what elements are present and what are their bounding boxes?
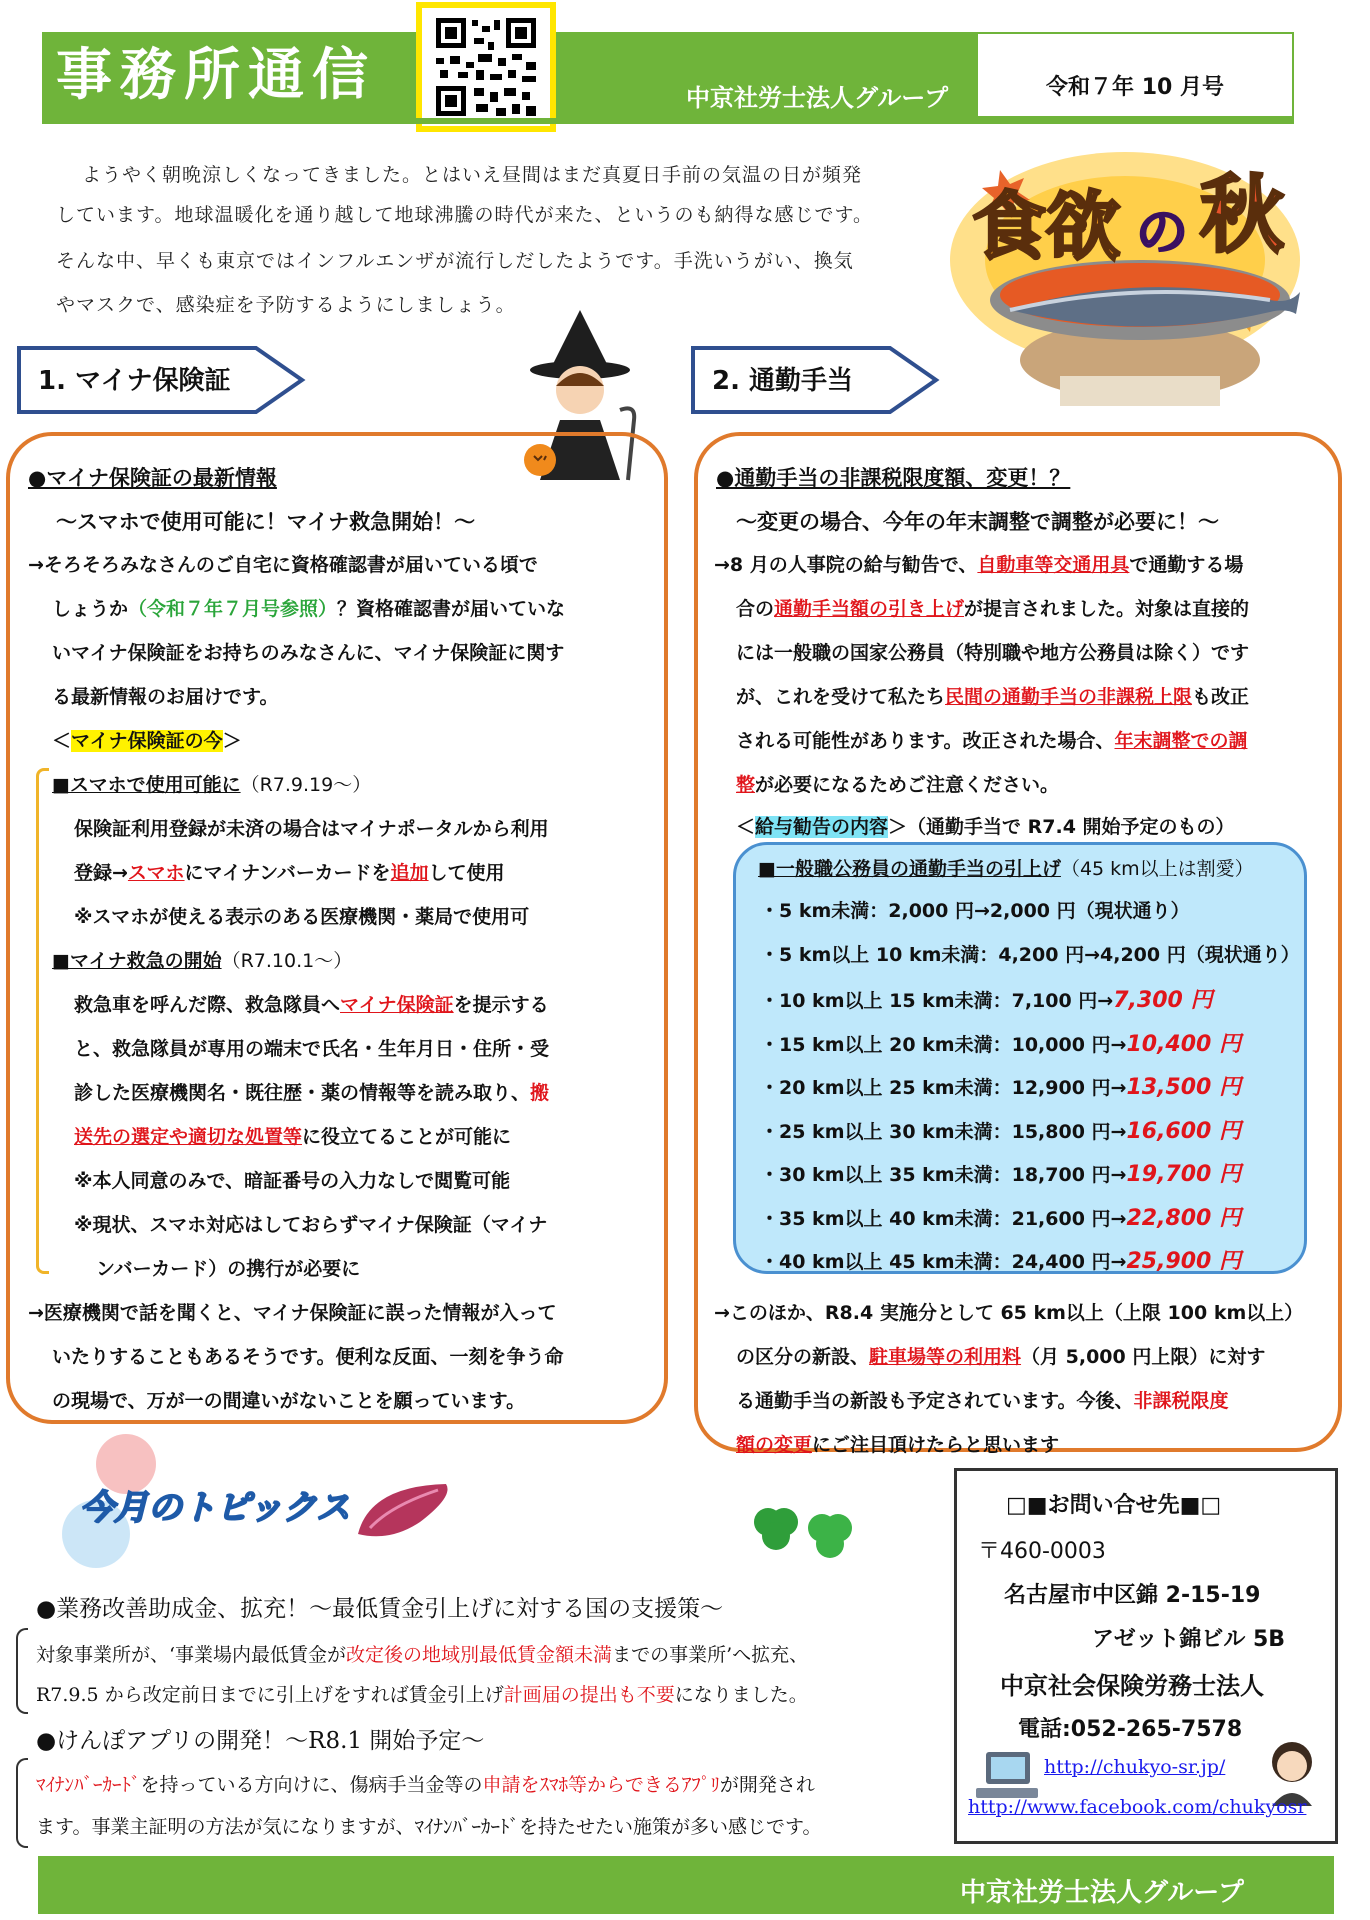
s1-text: いたりすることもあるそうです。便利な反面、一刻を争う命 (52, 1346, 564, 1368)
s1-text: 送先の選定や適切な処置等に役立てることが可能に (74, 1126, 512, 1148)
intro-line: ようやく朝晩涼しくなってきました。とはいえ昼間はまだ真夏日手前の気温の日が頻発 (82, 164, 863, 186)
s1-now-label: ＜マイナ保険証の今＞ (52, 730, 242, 752)
now-bracket (36, 768, 49, 1274)
s2-text: →8 月の人事院の給与勧告で、自動車等交通用具で通勤する場 (714, 554, 1244, 576)
s1-text: と、救急隊員が専用の端末で氏名・生年月日・住所・受 (74, 1038, 550, 1060)
section2-subheading: ～変更の場合、今年の年末調整で調整が必要に！～ (736, 510, 1219, 534)
allowance-row: ・25 km以上 30 km未満：15,800 円→16,600 円 (760, 1118, 1242, 1144)
section1-subheading: ～スマホで使用可能に！マイナ救急開始！～ (56, 510, 476, 534)
s2-text: 合の通勤手当額の引き上げが提言されました。対象は直接的 (736, 598, 1250, 620)
s2-text: が、これを受けて私たち民間の通勤手当の非課税上限も改正 (736, 686, 1250, 708)
topic1-text: R7.9.5 から改定前日までに引上げをすれば賃金引上げ計画届の提出も不要になりました。 (36, 1684, 808, 1706)
sweet-potato-icon (350, 1476, 460, 1546)
intro-line: やマスクで、感染症を予防するようにしましょう。 (56, 294, 516, 316)
s1-text: る最新情報のお届けです。 (52, 686, 279, 708)
allowance-row: ・10 km以上 15 km未満：7,100 円→7,300 円 (760, 988, 1213, 1013)
newsletter-title: 事務所通信 (56, 43, 376, 108)
s1-text: →そろそろみなさんのご自宅に資格確認書が届いている頃で (28, 554, 538, 576)
s1-text: 救急車を呼んだ際、救急隊員へマイナ保険証を提示する (74, 994, 549, 1016)
s2-recommendation-label: ＜給与勧告の内容＞（通勤手当で R7.4 開始予定のもの） (736, 816, 1235, 838)
s2-text: る通勤手当の新設も予定されています。今後、非課税限度 (736, 1390, 1229, 1412)
contact-address-1: 名古屋市中区錦 2-15-19 (1004, 1583, 1261, 1608)
s2-text: 整が必要になるためご注意ください。 (736, 774, 1060, 796)
allowance-row: ・35 km以上 40 km未満：21,600 円→22,800 円 (760, 1205, 1242, 1231)
qr-code-icon[interactable] (416, 2, 556, 132)
s2-text: 額の変更にご注目頂けたらと思います (736, 1434, 1060, 1456)
s1-text: 登録→スマホにマイナンバーカードを追加して使用 (74, 862, 505, 884)
s1-text: いマイナ保険証をお持ちのみなさんに、マイナ保険証に関す (52, 642, 565, 664)
intro-line: しています。地球温暖化を通り越して地球沸騰の時代が来た、というのも納得な感じです。 (56, 204, 873, 226)
clover-icon (738, 1498, 868, 1568)
s1-text: ※現状、スマホ対応はしておらずマイナ保険証（マイナ (74, 1214, 548, 1236)
s1-text: →医療機関で話を聞くと、マイナ保険証に誤った情報が入って (28, 1302, 557, 1324)
s1-text: しょうか（令和７年７月号参照）？資格確認書が届いていな (52, 598, 566, 620)
s1-text: ンバーカード）の携行が必要に (96, 1258, 361, 1280)
topic2-heading: ●けんぽアプリの開発！～R8.1 開始予定～ (36, 1728, 485, 1754)
s1-text: ※スマホが使える表示のある医療機関・薬局で使用可 (74, 906, 530, 928)
s2-text: →このほか、R8.4 実施分として 65 km以上（上限 100 km以上） (714, 1302, 1304, 1324)
s1-text: 保険証利用登録が未済の場合はマイナポータルから利用 (74, 818, 549, 840)
intro-line: そんな中、早くも東京ではインフルエンザが流行しだしたようです。手洗いうがい、換気 (56, 250, 854, 272)
footer-group-name: 中京社労士法人グループ (960, 1878, 1244, 1908)
autumn-text-appetite: 食欲 (972, 184, 1120, 270)
section1-title: 1. マイナ保険証 (38, 366, 231, 396)
section2-title: 2. 通勤手当 (712, 366, 854, 396)
allowance-row: ・20 km以上 25 km未満：12,900 円→13,500 円 (760, 1075, 1242, 1100)
allowance-table-head: ■一般職公務員の通勤手当の引上げ（45 km以上は割愛） (758, 858, 1254, 880)
allowance-row: ・40 km以上 45 km未満：24,400 円→25,900 円 (760, 1249, 1242, 1274)
topics-badge: 今月のトピックス (80, 1488, 351, 1528)
contact-address-2: アゼット錦ビル 5B (1092, 1627, 1286, 1652)
header-rule (42, 118, 1294, 124)
topic2-text: ます。事業主証明の方法が気になりますが、ﾏｲﾅﾝﾊﾞｰｶｰﾄﾞを持たせたい施策が多い感じです。 (36, 1816, 822, 1838)
facebook-link[interactable]: http://www.facebook.com/chukyosr (968, 1796, 1307, 1818)
topic1-text: 対象事業所が、‘事業場内最低賃金が改定後の地域別最低賃金額未満までの事業所’へ拡充、 (36, 1644, 809, 1666)
contact-zip: 〒460-0003 (978, 1539, 1106, 1564)
section1-heading: ●マイナ保険証の最新情報 (28, 466, 277, 490)
s1-text: の現場で、万が一の間違いがないことを願っています。 (52, 1390, 526, 1412)
s1-smart-head: ■スマホで使用可能に（R7.9.19～） (52, 774, 372, 796)
allowance-row: ・5 km未満：2,000 円→2,000 円（現状通り） (760, 900, 1190, 922)
topic2-text: ﾏｲﾅﾝﾊﾞｰｶｰﾄﾞを持っている方向けに、傷病手当金等の申請をｽﾏﾎ等からできるｱﾌﾟﾘが開発され (36, 1774, 815, 1796)
section2-heading: ●通勤手当の非課税限度額、変更！？ (716, 466, 1071, 490)
allowance-row: ・15 km以上 20 km未満：10,000 円→10,400 円 (760, 1031, 1242, 1057)
topic1-bracket (16, 1628, 28, 1714)
s2-text: される可能性があります。改正された場合、年末調整での調 (736, 730, 1248, 752)
s2-text: の区分の新設、駐車場等の利用料（月 5,000 円上限）に対す (736, 1346, 1266, 1368)
contact-phone[interactable]: 電話:052-265-7578 (1018, 1717, 1243, 1742)
autumn-text-no: の (1136, 203, 1189, 263)
s1-emerg-head: ■マイナ救急の開始（R7.10.1～） (52, 950, 353, 972)
s1-text: 診した医療機関名・既往歴・薬の情報等を読み取り、搬 (74, 1082, 550, 1104)
allowance-row: ・30 km以上 35 km未満：18,700 円→19,700 円 (760, 1162, 1242, 1187)
website-link[interactable]: http://chukyo-sr.jp/ (1044, 1756, 1226, 1778)
allowance-row: ・5 km以上 10 km未満：4,200 円→4,200 円（現状通り） (760, 943, 1300, 966)
topic2-bracket (16, 1758, 28, 1848)
contact-title: □■お問い合せ先■□ (1006, 1493, 1222, 1518)
issue-date: 令和７年 10 月号 (1046, 75, 1224, 100)
autumn-text-aki: 秋 (1200, 166, 1285, 264)
topic1-heading: ●業務改善助成金、拡充！～最低賃金引上げに対する国の支援策～ (36, 1596, 724, 1622)
header-group-name: 中京社労士法人グループ (686, 84, 949, 112)
s2-text: には一般職の国家公務員（特別職や地方公務員は除く）です (736, 642, 1250, 664)
s1-text: ※本人同意のみで、暗証番号の入力なしで閲覧可能 (74, 1170, 511, 1192)
contact-company: 中京社会保険労務士法人 (1000, 1672, 1264, 1700)
